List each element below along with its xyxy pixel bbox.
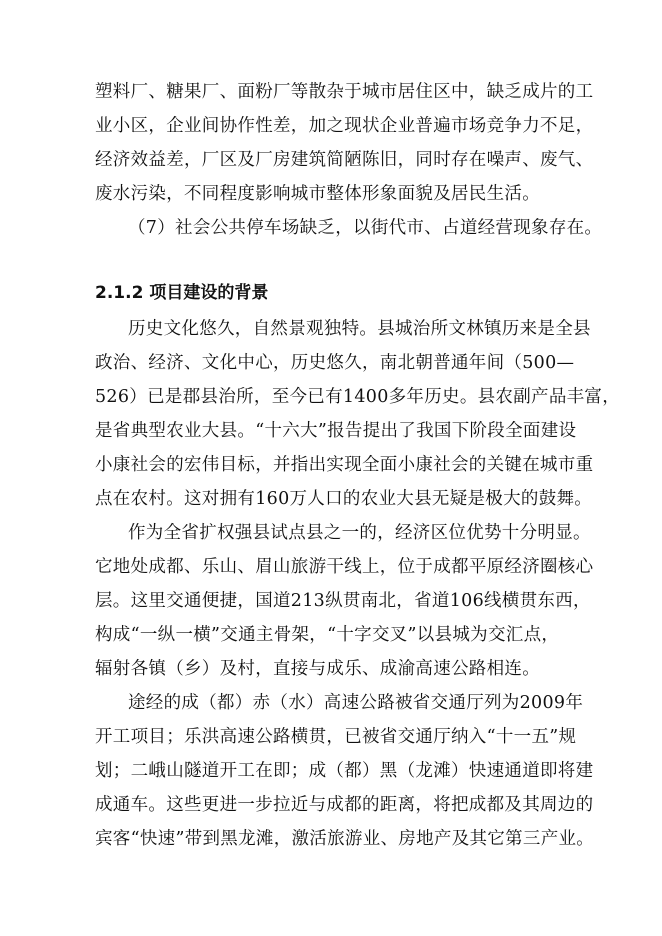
text-line: 宾客“快速”带到黑龙滩，激活旅游业、房地产及其它第三产业。 [95,829,595,849]
text-line: 点在农村。这对拥有160万人口的农业大县无疑是极大的鼓舞。 [95,489,593,509]
text-line: 它地处成都、乐山、眉山旅游干线上，位于成都平原经济圈核心 [95,557,594,577]
text-line: 成通车。这些更进一步拉近与成都的距离，将把成都及其周边的 [95,795,594,815]
text-line: 小康社会的宏伟目标，并指出实现全面小康社会的关键在城市重 [95,455,594,475]
text-line: 526）已是郡县治所，至今已有1400多年历史。县农副产品丰富， [95,387,621,407]
text-line: 辐射各镇（乡）及村，直接与成乐、成渝高速公路相连。 [95,659,540,679]
text-line: 是省典型农业大县。“十六大”报告提出了我国下阶段全面建设 [95,421,577,441]
text-line: （7）社会公共停车场缺乏，以街代市、占道经营现象存在。 [128,218,603,238]
section-heading: 2.1.2 项目建设的背景 [95,283,269,303]
text-line: 塑料厂、糖果厂、面粉厂等散杂于城市居住区中，缺乏成片的工 [95,82,594,102]
text-line: 开工项目；乐洪高速公路横贯，已被省交通厅纳入“十一五”规 [95,727,577,747]
text-line: 层。这里交通便捷，国道213纵贯南北，省道106线横贯东西， [95,591,591,611]
text-line: 业小区，企业间协作性差，加之现状企业普遍市场竞争力不足， [95,116,594,136]
text-line: 经济效益差，厂区及厂房建筑简陋陈旧，同时存在噪声、废气、 [95,150,594,170]
text-line: 作为全省扩权强县试点县之一的，经济区位优势十分明显。 [128,523,591,543]
text-line: 历史文化悠久，自然景观独特。县城治所文林镇历来是全县 [128,319,591,339]
text-line: 政治、经济、文化中心，历史悠久，南北朝普通年间（500— [95,353,575,373]
text-line: 划；二峨山隧道开工在即；成（都）黑（龙滩）快速通道即将建 [95,761,594,781]
text-line: 废水污染，不同程度影响城市整体形象面貌及居民生活。 [95,184,540,204]
text-line: 构成“一纵一横”交通主骨架，“十字交叉”以县城为交汇点， [95,625,560,645]
text-line: 途经的成（都）赤（水）高速公路被省交通厅列为2009年 [128,693,584,713]
